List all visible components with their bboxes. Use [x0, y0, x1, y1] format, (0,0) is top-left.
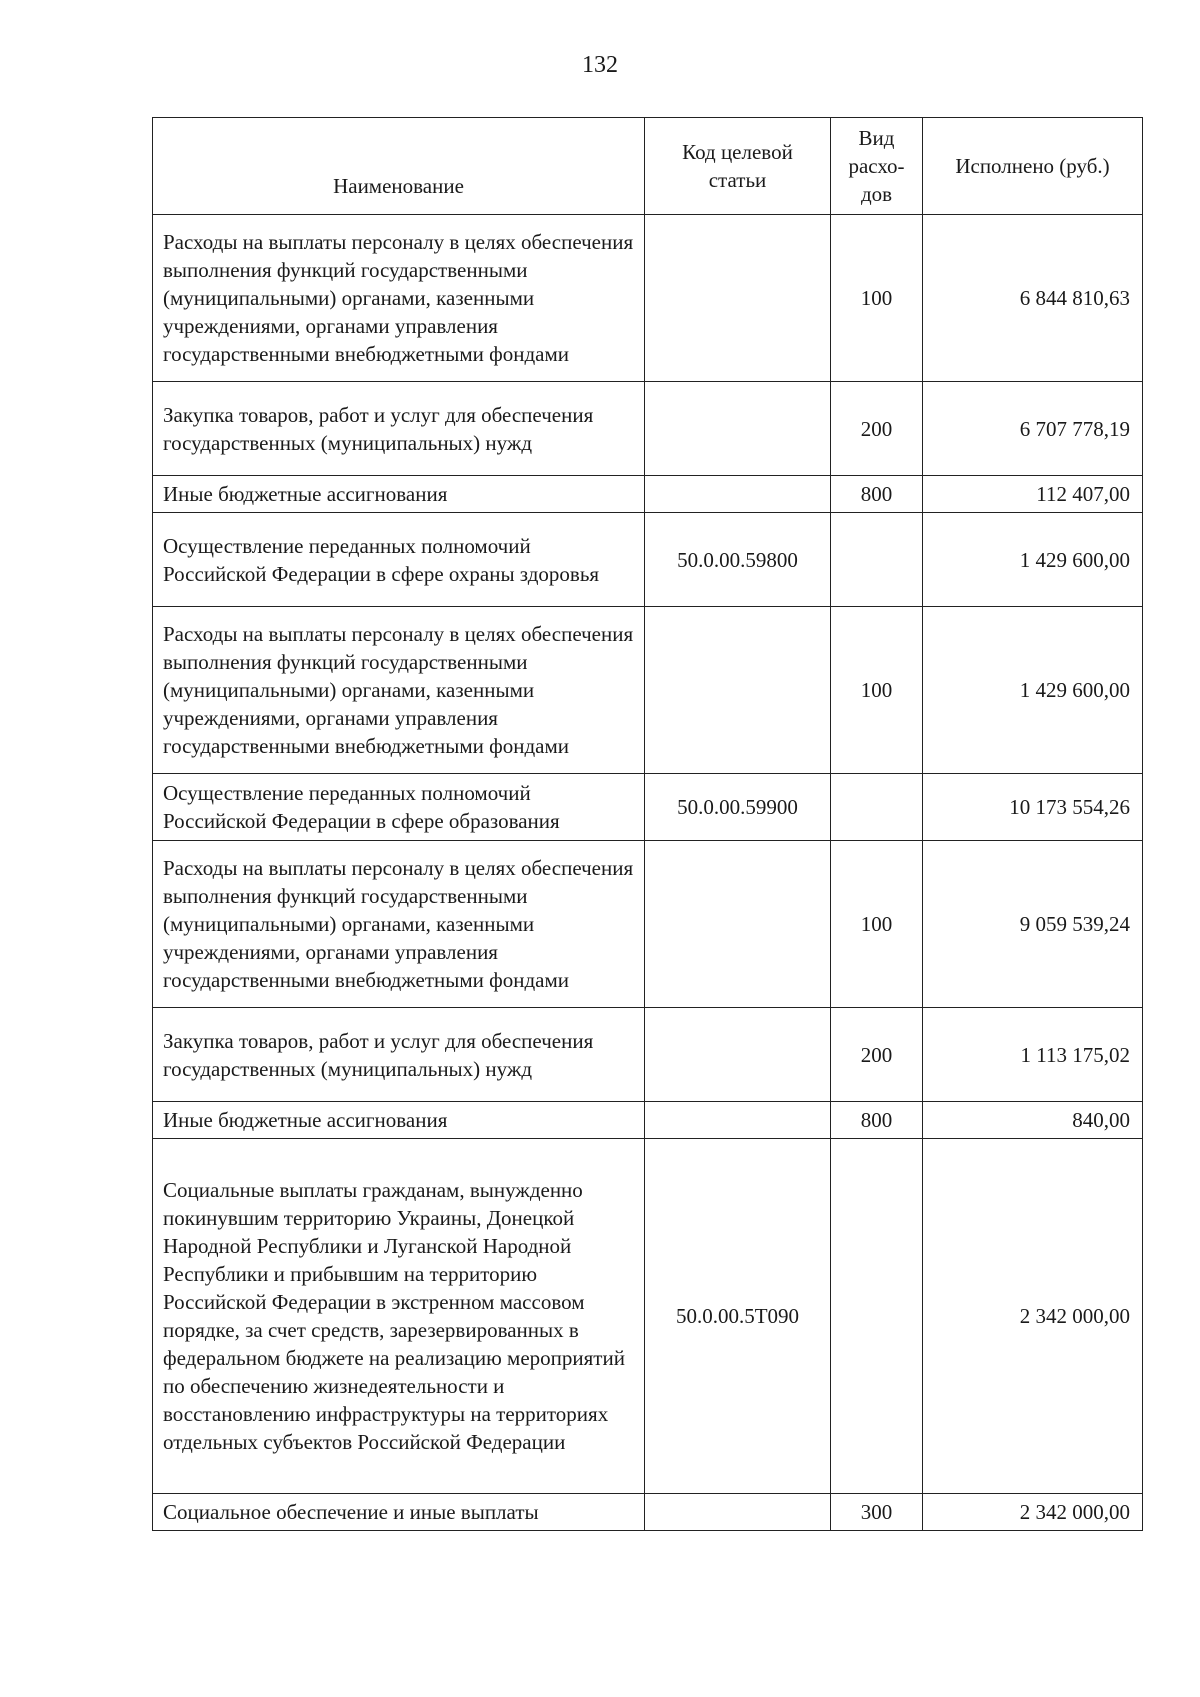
row-code: 50.0.00.59900	[645, 774, 831, 841]
table-header-row	[153, 118, 1143, 215]
row-kind: 200	[831, 382, 923, 476]
row-kind: 800	[831, 1102, 923, 1139]
row-sum: 10 173 554,26	[923, 774, 1143, 841]
row-name: Расходы на выплаты персоналу в целях обеспечения выполнения функций государственными (муниципальными) органами, казенными учреждениями, органами управления государственными внебюджетными фондами	[153, 841, 645, 1008]
row-kind	[831, 774, 923, 841]
row-code	[645, 841, 831, 1008]
row-kind: 100	[831, 841, 923, 1008]
row-name: Осуществление переданных полномочий Российской Федерации в сфере образования	[153, 774, 645, 841]
row-name: Расходы на выплаты персоналу в целях обеспечения выполнения функций государственными (муниципальными) органами, казенными учреждениями, органами управления государственными внебюджетными фондами	[153, 607, 645, 774]
table-row	[153, 841, 1143, 1008]
row-sum: 1 429 600,00	[923, 513, 1143, 607]
row-name: Закупка товаров, работ и услуг для обеспечения государственных (муниципальных) нужд	[153, 382, 645, 476]
row-kind: 100	[831, 215, 923, 382]
row-kind	[831, 1139, 923, 1494]
table-row	[153, 215, 1143, 382]
table-row	[153, 1494, 1143, 1531]
row-sum: 1 113 175,02	[923, 1008, 1143, 1102]
page-number: 132	[582, 52, 618, 78]
row-sum: 2 342 000,00	[923, 1494, 1143, 1531]
row-code: 50.0.00.59800	[645, 513, 831, 607]
budget-execution-table	[152, 117, 1143, 1531]
row-sum: 112 407,00	[923, 476, 1143, 513]
row-name: Иные бюджетные ассигнования	[153, 476, 645, 513]
row-name: Социальное обеспечение и иные выплаты	[153, 1494, 645, 1531]
row-kind: 200	[831, 1008, 923, 1102]
table-row	[153, 774, 1143, 841]
table-row	[153, 382, 1143, 476]
row-sum: 2 342 000,00	[923, 1139, 1143, 1494]
table-row	[153, 607, 1143, 774]
row-code	[645, 476, 831, 513]
row-sum: 1 429 600,00	[923, 607, 1143, 774]
row-code	[645, 1494, 831, 1531]
row-code	[645, 1008, 831, 1102]
row-sum: 6 844 810,63	[923, 215, 1143, 382]
header-kind: Вид расхо-дов	[831, 118, 923, 215]
row-kind: 300	[831, 1494, 923, 1531]
row-name: Закупка товаров, работ и услуг для обеспечения государственных (муниципальных) нужд	[153, 1008, 645, 1102]
row-sum: 6 707 778,19	[923, 382, 1143, 476]
row-sum: 840,00	[923, 1102, 1143, 1139]
table-row	[153, 513, 1143, 607]
header-name: Наименование	[153, 118, 645, 215]
row-code	[645, 215, 831, 382]
row-code: 50.0.00.5Т090	[645, 1139, 831, 1494]
row-name: Иные бюджетные ассигнования	[153, 1102, 645, 1139]
row-kind	[831, 513, 923, 607]
row-kind: 800	[831, 476, 923, 513]
row-kind: 100	[831, 607, 923, 774]
row-code	[645, 607, 831, 774]
row-sum: 9 059 539,24	[923, 841, 1143, 1008]
table-row	[153, 1102, 1143, 1139]
header-sum: Исполнено (руб.)	[923, 118, 1143, 215]
row-name: Расходы на выплаты персоналу в целях обеспечения выполнения функций государственными (муниципальными) органами, казенными учреждениями, органами управления государственными внебюджетными фондами	[153, 215, 645, 382]
table-row	[153, 476, 1143, 513]
row-code	[645, 382, 831, 476]
header-code: Код целевой статьи	[645, 118, 831, 215]
table-row	[153, 1139, 1143, 1494]
table-row	[153, 1008, 1143, 1102]
row-name: Осуществление переданных полномочий Российской Федерации в сфере охраны здоровья	[153, 513, 645, 607]
row-name: Социальные выплаты гражданам, вынужденно покинувшим территорию Украины, Донецкой Народной Республики и Луганской Народной Республики и прибывшим на территорию Российской Федерации в экстренном массовом порядке, за счет средств, зарезервированных в федеральном бюджете на реализацию мероприятий по обеспечению жизнедеятельности и восстановлению инфраструктуры на территориях отдельных субъектов Российской Федерации	[153, 1139, 645, 1494]
row-code	[645, 1102, 831, 1139]
